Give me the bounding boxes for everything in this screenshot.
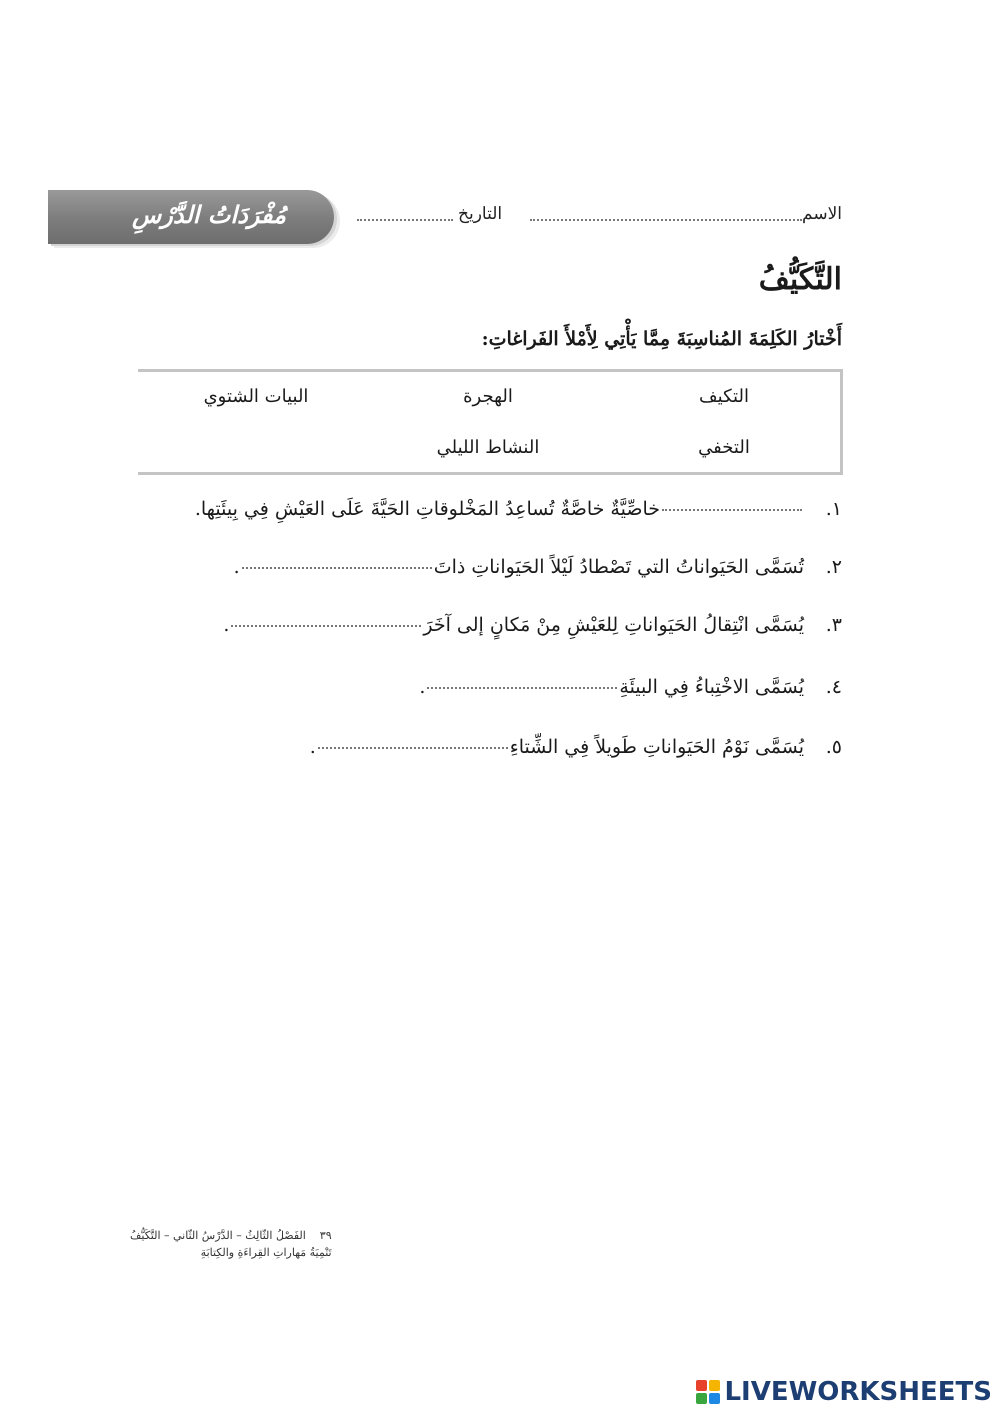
word-bank [138, 369, 843, 475]
question-number: ٤. [825, 676, 842, 698]
question-row [142, 676, 842, 710]
word-bank-item: التخفي [698, 437, 750, 458]
answer-blank[interactable] [231, 625, 421, 627]
logo-square [696, 1380, 707, 1391]
page-title: التَّكَيُّفُ [758, 262, 842, 297]
footer-chapter: الفَصْلُ الثّالِثُ – الدَّرْسُ الثّاني – التَّكَيُّفُ [130, 1229, 306, 1242]
answer-blank[interactable] [318, 747, 508, 749]
question-number: ١. [825, 498, 842, 520]
answer-blank[interactable] [427, 687, 617, 689]
footer-subtitle: تَنْمِيَةُ مَهاراتِ القِراءَةِ والكِتابَةِ [200, 1246, 332, 1259]
answer-blank[interactable] [662, 509, 802, 511]
word-bank-item: التكيف [699, 386, 749, 407]
question-row [142, 498, 842, 532]
logo-square [709, 1380, 720, 1391]
logo-square [709, 1393, 720, 1404]
footer-page-number: ٣٩ [319, 1229, 332, 1242]
question-text: تُسَمَّى الحَيَواناتُ التي تَصْطادُ لَيْلاً الحَيَواناتِ ذاتَ [433, 556, 804, 578]
question-number: ٢. [825, 556, 842, 578]
liveworksheets-wordmark: LIVEWORKSHEETS [724, 1377, 992, 1407]
lesson-vocabulary-tab [48, 190, 334, 244]
date-label: التاريخ [458, 204, 503, 224]
logo-square [696, 1393, 707, 1404]
liveworksheets-logo-icon [696, 1380, 720, 1404]
question-row [142, 556, 842, 590]
page-footer [130, 1227, 332, 1261]
answer-blank[interactable] [242, 567, 432, 569]
question-number: ٥. [825, 736, 842, 758]
question-row [142, 736, 842, 770]
word-bank-item: النشاط الليلي [436, 437, 540, 458]
name-label: الاسم [802, 204, 842, 224]
name-field[interactable] [530, 219, 802, 221]
word-bank-item: الهجرة [463, 386, 513, 407]
question-end: . [309, 736, 316, 758]
liveworksheets-logo [696, 1375, 992, 1409]
question-end: . [233, 556, 240, 578]
question-number: ٣. [825, 614, 842, 636]
question-text: يُسَمَّى انْتِقالُ الحَيَواناتِ لِلعَيْشِ مِنْ مَكانٍ إلى آخَرَ [423, 614, 804, 636]
question-text: خاصِّيَّةٌ خاصَّةٌ تُساعِدُ المَخْلوقاتِ الحَيَّةَ عَلَى العَيْشِ فِي بِيئَتِها. [194, 498, 660, 520]
question-end: . [223, 614, 230, 636]
word-bank-item: البيات الشتوي [203, 386, 309, 407]
lesson-tab-label: مُفْرَدَاتُ الدَّرْسِ [131, 200, 286, 229]
date-field[interactable] [357, 219, 453, 221]
instruction-text: أَخْتارُ الكَلِمَةَ المُناسِبَةَ مِمَّا يَأْتِي لِأَمْلأَ الفَراغاتِ: [481, 328, 842, 350]
question-text: يُسَمَّى نَوْمُ الحَيَواناتِ طَويلاً فِي الشِّتاءِ [509, 736, 804, 758]
question-text: يُسَمَّى الاخْتِباءُ فِي البيئَةِ [619, 676, 804, 698]
question-row [142, 614, 842, 648]
question-end: . [419, 676, 426, 698]
